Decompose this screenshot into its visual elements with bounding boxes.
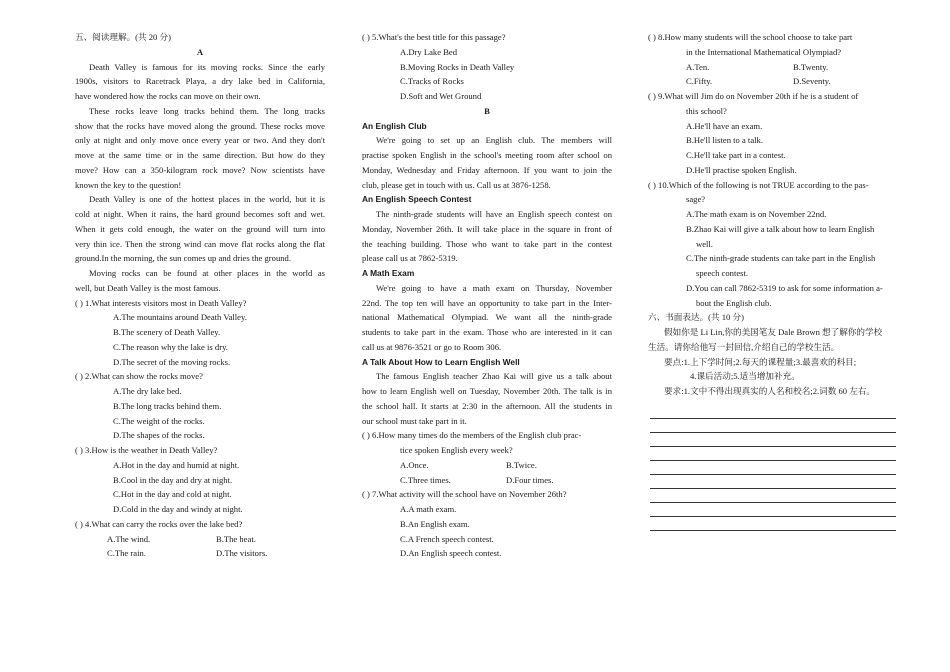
text-line: very thin ice. Then the strong wind can move flat rocks along the flat <box>75 238 325 249</box>
text-line: ground.In the morning, the sun comes up and dries the ground. <box>75 253 291 264</box>
question-9: ( ) 9.What will Jim do on November 20th if he is a student of <box>648 91 859 101</box>
text-line: Death Valley is one of the hottest places in the world, but it is <box>89 194 325 205</box>
option-row <box>648 60 900 75</box>
question-8-cont: in the International Mathematical Olympiad? <box>686 46 842 57</box>
question-10-cont: sage? <box>686 194 706 205</box>
text-line: The famous English teacher Zhao Kai will give us a talk about <box>376 371 612 382</box>
answer-line[interactable] <box>650 433 896 447</box>
text-line: please call us at 7862-5319. <box>362 253 458 264</box>
option: A.The math exam is on November 22nd. <box>686 209 827 219</box>
option: C.Tracks of Rocks <box>400 76 464 87</box>
option: A.The mountains around Death Valley. <box>113 312 247 323</box>
text-line: The ninth-grade students will have an English speech contest on <box>376 209 612 219</box>
option-cont: bout the English club. <box>696 297 772 308</box>
option: D.Cold in the day and windy at night. <box>113 504 243 514</box>
text-line: 1900s, visitors to Racetrack Playa, a dry lake bed in California, <box>75 76 325 87</box>
option: C.He'll take part in a contest. <box>686 150 786 160</box>
option: B.He'll listen to a talk. <box>686 135 763 146</box>
option: D.Soft and Wet Ground <box>400 91 482 101</box>
question-2: ( ) 2.What can show the rocks move? <box>75 371 203 382</box>
answer-line[interactable] <box>650 419 896 433</box>
question-7: ( ) 7.What activity will the school have on November 26th? <box>362 489 567 500</box>
option-row <box>648 74 900 89</box>
option: B.The scenery of Death Valley. <box>113 327 221 337</box>
option: A.The dry lake bed. <box>113 386 182 396</box>
text-line: cold at night. When it rains, the hard ground becomes soft and wet. <box>75 209 325 219</box>
question-8: ( ) 8.How many students will the school choose to take part <box>648 32 853 42</box>
option: B.Cool in the day and dry at night. <box>113 474 233 485</box>
answer-line[interactable] <box>650 461 896 475</box>
question-5: ( ) 5.What's the best title for this passage? <box>362 32 506 42</box>
text-line: our school must take part in it. <box>362 415 467 426</box>
question-6-cont: tice spoken English every week? <box>400 445 513 455</box>
text-line: Moving rocks can be found at other places in the world as <box>89 268 325 278</box>
column-2 <box>362 30 612 561</box>
option: A.A math exam. <box>400 504 457 514</box>
option: D.The secret of the moving rocks. <box>113 356 231 367</box>
option: B.Moving Rocks in Death Valley <box>400 61 515 72</box>
option: B.An English exam. <box>400 518 470 529</box>
answer-line[interactable] <box>650 503 896 517</box>
option-cont: well. <box>696 238 713 249</box>
option: C.The ninth-grade students can take part in the English <box>686 253 876 264</box>
section-5-title: 五、阅读理解。(共 20 分) <box>75 32 171 42</box>
text-line: move at the same time or in the same direction. But how do they <box>75 150 325 160</box>
writing-prompt: 假如你是 Li Lin,你的美国笔友 Dale Brown 想了解你的学校 <box>664 327 883 337</box>
question-10: ( ) 10.Which of the following is not TRUE according to the pas- <box>648 179 869 190</box>
question-3: ( ) 3.How is the weather in Death Valley? <box>75 445 218 455</box>
answer-line[interactable] <box>650 517 896 531</box>
question-9-cont: this school? <box>686 105 727 116</box>
option: A.The wind. <box>107 533 151 544</box>
option: D.The visitors. <box>216 548 268 559</box>
option-row <box>75 532 325 547</box>
option: B.Twenty. <box>793 61 829 72</box>
text-line: well, but Death Valley is the most famous. <box>75 282 221 293</box>
text-line: These rocks leave long tracks behind them. The long tracks <box>89 105 325 116</box>
column-3 <box>648 30 900 531</box>
option: D.You can call 7862-5319 to ask for some information a- <box>686 282 883 293</box>
option: C.Fifty. <box>686 76 713 87</box>
text-line: call us at 9876-3521 or go to Room 306. <box>362 341 502 352</box>
text-line: show that the rocks have moved along the ground. These rocks move <box>75 120 325 131</box>
question-6: ( ) 6.How many times do the members of the English club prac- <box>362 430 582 441</box>
writing-prompt: 生活。请你给他写一封回信,介绍自己的学校生活。 <box>648 341 840 352</box>
option: B.The long tracks behind them. <box>113 400 222 411</box>
option-row <box>75 546 325 561</box>
option-cont: speech contest. <box>696 268 749 278</box>
text-line: We're going to set up an English club. The members will <box>376 135 612 146</box>
option: B.The heat. <box>216 533 256 544</box>
answer-line[interactable] <box>650 447 896 461</box>
option-row <box>362 458 612 473</box>
text-line: Monday, November 26th. It will take place in the square in front of <box>362 223 612 234</box>
column-1 <box>75 30 325 561</box>
option: A.Once. <box>400 459 429 470</box>
option: C.The weight of the rocks. <box>113 415 205 426</box>
text-line: the school hall. It starts at 2:30 in the afternoon. All the students in <box>362 400 612 411</box>
answer-line[interactable] <box>650 405 896 419</box>
question-1: ( ) 1.What interests visitors most in Death Valley? <box>75 297 247 308</box>
writing-points: 要点:1.上下学时间;2.每天的课程量;3.最喜欢的科目; <box>664 356 857 367</box>
option: B.Twice. <box>506 459 537 470</box>
text-line: practise spoken English in the school's meeting room after school on <box>362 150 612 160</box>
notice-heading: An English Speech Contest <box>362 194 472 205</box>
text-line: the teaching building. Those who want to take part in the contest <box>362 238 612 249</box>
answer-line[interactable] <box>650 475 896 489</box>
option: D.An English speech contest. <box>400 548 502 559</box>
text-line: Monday, Wednesday and Friday afternoon. If you want to join the <box>362 164 612 175</box>
option: A.Ten. <box>686 61 710 72</box>
text-line: have wondered how the rocks can move on their own. <box>75 91 261 101</box>
section-6-title: 六、书面表达。(共 10 分) <box>648 312 744 323</box>
option: D.Seventy. <box>793 76 831 87</box>
option: D.Four times. <box>506 474 554 485</box>
option: D.He'll practise spoken English. <box>686 164 797 175</box>
text-line: When it gets cold enough, the water on the ground will turn into <box>75 223 325 234</box>
notice-heading: A Talk About How to Learn English Well <box>362 356 520 367</box>
notice-heading: A Math Exam <box>362 268 415 278</box>
notice-heading: An English Club <box>362 120 427 131</box>
text-line: students to take part in the exam. Those who are interested in it can <box>362 327 612 337</box>
option-row <box>362 473 612 488</box>
option: D.The shapes of the rocks. <box>113 430 205 441</box>
text-line: We're going to have a math exam on Thursday, November <box>376 282 612 293</box>
option: C.Three times. <box>400 474 451 485</box>
text-line: club, please get in touch with us. Call us at 3876-1258. <box>362 179 551 190</box>
text-line: known the key to the question! <box>75 179 182 190</box>
option: C.The reason why the lake is dry. <box>113 341 228 352</box>
text-line: move? How can a 350-kilogram rock move? Now scientists have <box>75 164 325 175</box>
writing-requirements: 要求:1.文中不得出现真实的人名和校名;2.词数 60 左右。 <box>664 386 876 396</box>
option: A.Hot in the day and humid at night. <box>113 459 240 470</box>
option: C.The rain. <box>107 548 146 559</box>
option: A.He'll have an exam. <box>686 120 763 131</box>
option: C.A French speech contest. <box>400 533 494 544</box>
text-line: Death Valley is famous for its moving rocks. Since the early <box>89 61 325 72</box>
text-line: national Mathematical Olympiad. We want all the ninth-grade <box>362 312 612 323</box>
option: B.Zhao Kai will give a talk about how to learn English <box>686 223 875 234</box>
option: C.Hot in the day and cold at night. <box>113 489 232 500</box>
option: A.Dry Lake Bed <box>400 46 458 57</box>
question-4: ( ) 4.What can carry the rocks over the lake bed? <box>75 518 243 529</box>
answer-line[interactable] <box>650 489 896 503</box>
text-line: only at night and only move once every year or two. And they don't <box>75 135 325 146</box>
passage-a-title: A <box>196 46 204 57</box>
text-line: 22nd. The top ten will have an opportunity to take part in the Inter- <box>362 297 612 308</box>
writing-points: 4.课后活动;5.适当增加补充。 <box>690 371 800 382</box>
passage-b-title: B <box>484 105 490 116</box>
text-line: how to learn English well on Tuesday, November 20th. The talk is in <box>362 386 612 396</box>
